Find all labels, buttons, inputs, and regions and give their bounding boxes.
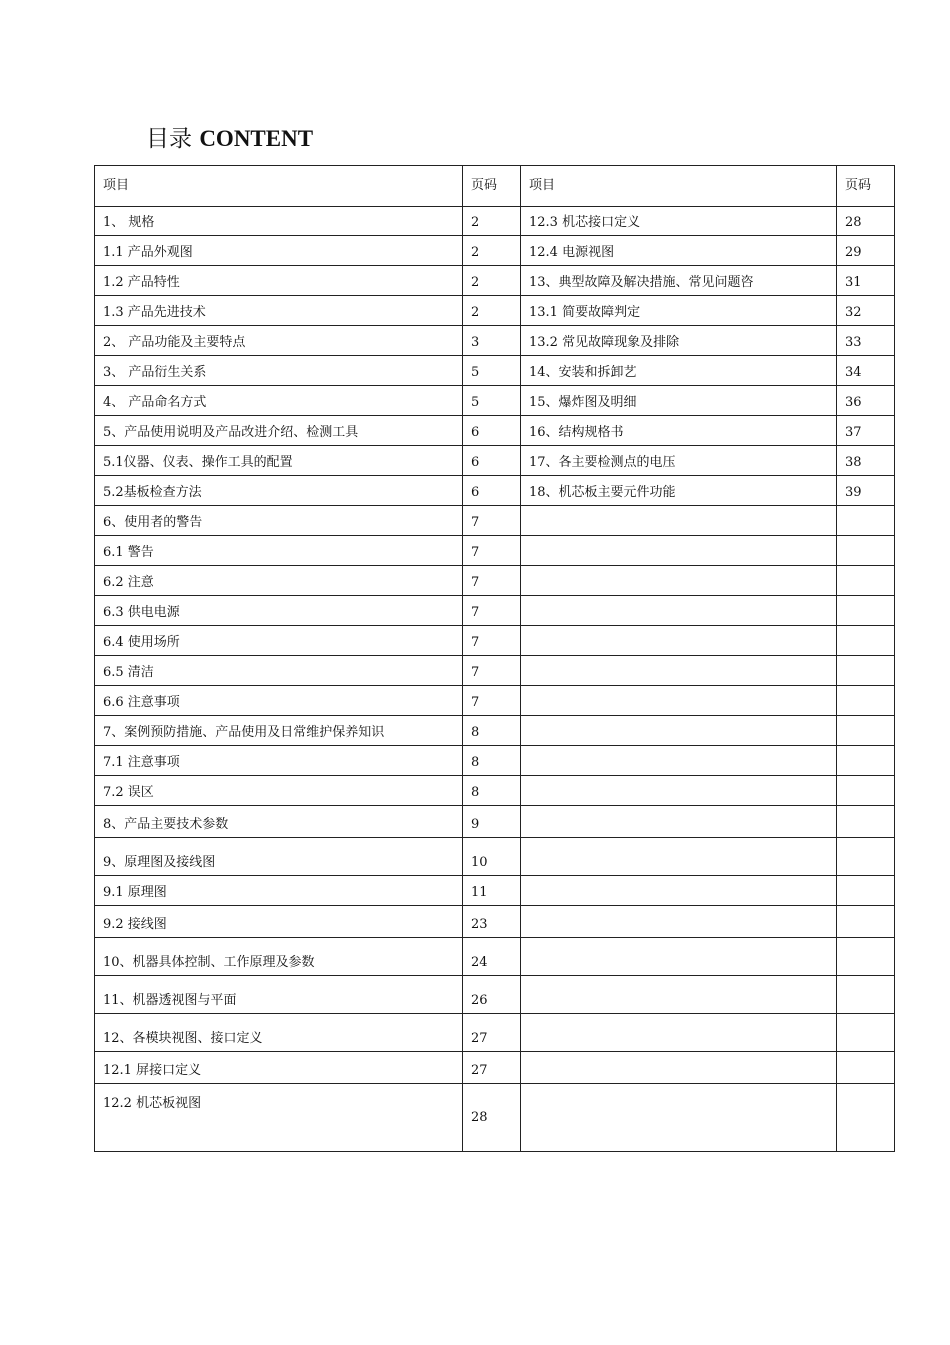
toc-item-right: [521, 1084, 837, 1152]
toc-item-right: [521, 746, 837, 776]
toc-page-right: 39: [837, 476, 895, 506]
toc-row: [95, 236, 895, 266]
toc-page: 28: [463, 1084, 521, 1152]
toc-row: [95, 626, 895, 656]
toc-page: 7: [463, 596, 521, 626]
title-cn: 目录: [146, 126, 192, 152]
toc-page: 7: [463, 566, 521, 596]
toc-table: [94, 165, 895, 1152]
toc-page-right: 36: [837, 386, 895, 416]
toc-row: [95, 386, 895, 416]
toc-item-right: [521, 876, 837, 906]
toc-page-right: [837, 596, 895, 626]
toc-item-right: [521, 656, 837, 686]
header-item: 项目: [95, 166, 463, 207]
toc-row: [95, 656, 895, 686]
toc-item: 5、产品使用说明及产品改进介绍、检测工具: [95, 416, 463, 446]
toc-page: 24: [463, 938, 521, 976]
toc-item-right: [521, 686, 837, 716]
toc-page-right: [837, 566, 895, 596]
toc-item-right: 12.4 电源视图: [521, 236, 837, 266]
toc-row: [95, 356, 895, 386]
toc-item-right: [521, 1052, 837, 1084]
table-header-row: [95, 166, 895, 207]
toc-page: 10: [463, 838, 521, 876]
toc-page: 11: [463, 876, 521, 906]
toc-item: 6.2 注意: [95, 566, 463, 596]
header-page-2: 页码: [837, 166, 895, 207]
toc-row: [95, 1014, 895, 1052]
toc-page-right: [837, 776, 895, 806]
toc-item-right: 14、安装和拆卸艺: [521, 356, 837, 386]
title-en: CONTENT: [199, 126, 314, 151]
toc-item: 6.1 警告: [95, 536, 463, 566]
toc-row: [95, 566, 895, 596]
toc-item: 8、产品主要技术参数: [95, 806, 463, 838]
toc-page: 2: [463, 236, 521, 266]
toc-page-right: [837, 1052, 895, 1084]
toc-item: 1、 规格: [95, 207, 463, 236]
toc-item-right: 13.2 常见故障现象及排除: [521, 326, 837, 356]
toc-item: 9、原理图及接线图: [95, 838, 463, 876]
toc-page: 8: [463, 716, 521, 746]
toc-item: 7.2 误区: [95, 776, 463, 806]
toc-item: 1.1 产品外观图: [95, 236, 463, 266]
toc-item: 7、案例预防措施、产品使用及日常维护保养知识: [95, 716, 463, 746]
toc-item-right: 13.1 简要故障判定: [521, 296, 837, 326]
toc-page-right: [837, 626, 895, 656]
toc-page-right: [837, 716, 895, 746]
header-item-2: 项目: [521, 166, 837, 207]
toc-page-right: [837, 838, 895, 876]
toc-row: [95, 326, 895, 356]
toc-row: [95, 1084, 895, 1152]
toc-page: 6: [463, 476, 521, 506]
toc-item: 6.4 使用场所: [95, 626, 463, 656]
toc-item-right: [521, 938, 837, 976]
toc-page-right: [837, 686, 895, 716]
toc-item-right: [521, 776, 837, 806]
toc-item-right: 17、各主要检测点的电压: [521, 446, 837, 476]
toc-row: [95, 838, 895, 876]
toc-row: [95, 296, 895, 326]
toc-page-right: 33: [837, 326, 895, 356]
toc-row: [95, 938, 895, 976]
toc-item: 12.2 机芯板视图: [95, 1084, 463, 1152]
toc-item: 3、 产品衍生关系: [95, 356, 463, 386]
toc-item: 5.1仪器、仪表、操作工具的配置: [95, 446, 463, 476]
toc-item: 9.1 原理图: [95, 876, 463, 906]
toc-row: [95, 266, 895, 296]
header-page: 页码: [463, 166, 521, 207]
toc-page: 23: [463, 906, 521, 938]
toc-row: [95, 476, 895, 506]
toc-page: 3: [463, 326, 521, 356]
toc-item-right: [521, 906, 837, 938]
toc-page: 7: [463, 626, 521, 656]
toc-item-right: 15、爆炸图及明细: [521, 386, 837, 416]
toc-item: 9.2 接线图: [95, 906, 463, 938]
toc-page: 6: [463, 416, 521, 446]
toc-page: 2: [463, 296, 521, 326]
toc-page: 7: [463, 656, 521, 686]
toc-item-right: [521, 566, 837, 596]
toc-item-right: [521, 976, 837, 1014]
toc-page: 27: [463, 1052, 521, 1084]
toc-item: 10、机器具体控制、工作原理及参数: [95, 938, 463, 976]
toc-page: 8: [463, 776, 521, 806]
toc-item-right: [521, 506, 837, 536]
toc-item: 6.6 注意事项: [95, 686, 463, 716]
toc-row: [95, 806, 895, 838]
toc-item-right: 13、典型故障及解决措施、常见问题咨: [521, 266, 837, 296]
toc-page-right: 29: [837, 236, 895, 266]
toc-row: [95, 976, 895, 1014]
toc-page-right: [837, 506, 895, 536]
toc-page-right: 32: [837, 296, 895, 326]
toc-page-right: 38: [837, 446, 895, 476]
toc-page-right: 37: [837, 416, 895, 446]
toc-page: 7: [463, 506, 521, 536]
toc-item: 2、 产品功能及主要特点: [95, 326, 463, 356]
toc-row: [95, 446, 895, 476]
toc-page: 5: [463, 386, 521, 416]
toc-row: [95, 536, 895, 566]
toc-item: 6.3 供电电源: [95, 596, 463, 626]
toc-page-right: [837, 1084, 895, 1152]
toc-item: 12.1 屏接口定义: [95, 1052, 463, 1084]
toc-row: [95, 1052, 895, 1084]
toc-page: 7: [463, 686, 521, 716]
toc-page: 7: [463, 536, 521, 566]
toc-item: 6、使用者的警告: [95, 506, 463, 536]
toc-row: [95, 776, 895, 806]
toc-item: 11、机器透视图与平面: [95, 976, 463, 1014]
toc-row: [95, 207, 895, 236]
toc-page: 6: [463, 446, 521, 476]
toc-row: [95, 596, 895, 626]
toc-page: 27: [463, 1014, 521, 1052]
toc-page-right: 34: [837, 356, 895, 386]
toc-item-right: [521, 806, 837, 838]
page-title: [146, 124, 313, 154]
toc-item: 12、各模块视图、接口定义: [95, 1014, 463, 1052]
toc-row: [95, 906, 895, 938]
toc-page-right: [837, 536, 895, 566]
toc-item-right: [521, 596, 837, 626]
toc-item-right: 18、机芯板主要元件功能: [521, 476, 837, 506]
toc-page-right: [837, 976, 895, 1014]
toc-row: [95, 746, 895, 776]
toc-item: 4、 产品命名方式: [95, 386, 463, 416]
toc-item-right: 16、结构规格书: [521, 416, 837, 446]
toc-page-right: [837, 938, 895, 976]
toc-page-right: [837, 806, 895, 838]
toc-item-right: [521, 536, 837, 566]
toc-page-right: [837, 1014, 895, 1052]
toc-item: 1.3 产品先进技术: [95, 296, 463, 326]
toc-row: [95, 686, 895, 716]
toc-page: 8: [463, 746, 521, 776]
toc-item: 7.1 注意事项: [95, 746, 463, 776]
toc-item-right: [521, 1014, 837, 1052]
toc-page-right: [837, 746, 895, 776]
toc-page-right: [837, 876, 895, 906]
toc-page: 2: [463, 266, 521, 296]
toc-row: [95, 716, 895, 746]
toc-item-right: [521, 626, 837, 656]
toc-page: 9: [463, 806, 521, 838]
toc-item-right: 12.3 机芯接口定义: [521, 207, 837, 236]
toc-page-right: [837, 906, 895, 938]
toc-page: 2: [463, 207, 521, 236]
toc-row: [95, 506, 895, 536]
toc-page-right: 28: [837, 207, 895, 236]
toc-row: [95, 416, 895, 446]
toc-row: [95, 876, 895, 906]
toc-page-right: [837, 656, 895, 686]
toc-item: 5.2基板检查方法: [95, 476, 463, 506]
toc-page: 26: [463, 976, 521, 1014]
toc-item-right: [521, 838, 837, 876]
toc-item: 6.5 清洁: [95, 656, 463, 686]
toc-item-right: [521, 716, 837, 746]
toc-page-right: 31: [837, 266, 895, 296]
toc-page: 5: [463, 356, 521, 386]
toc-item: 1.2 产品特性: [95, 266, 463, 296]
